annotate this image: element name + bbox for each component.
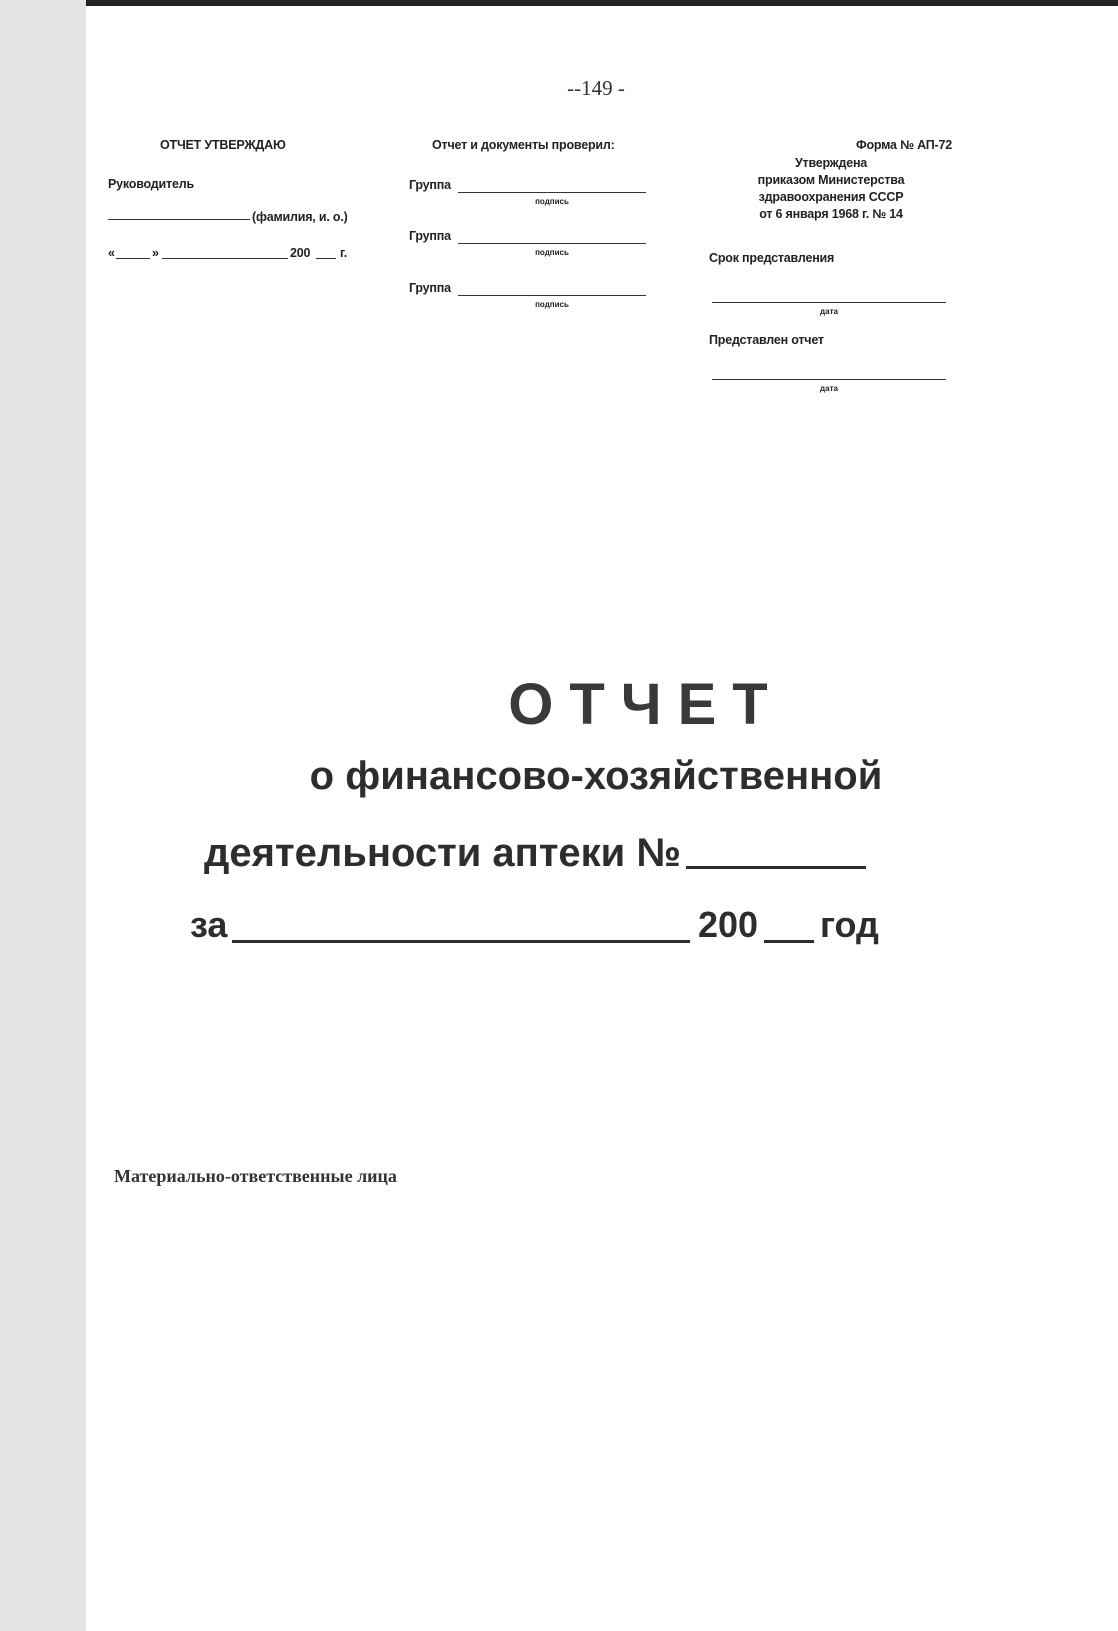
- report-period-prefix: за: [190, 904, 228, 945]
- year-suffix: г.: [340, 246, 348, 260]
- deadline-date-hint: дата: [820, 307, 838, 316]
- group-label-2: Группа: [409, 229, 451, 243]
- head-label: Руководитель: [108, 177, 194, 191]
- group-line-2: [458, 243, 646, 244]
- group-line-3: [458, 295, 646, 296]
- report-title: ОТЧЕТ: [508, 672, 784, 737]
- approval-line-3: здравоохранения СССР: [758, 190, 904, 204]
- form-number: Форма № АП-72: [855, 138, 952, 152]
- approval-line-1: Утверждена: [794, 156, 868, 170]
- date-close-quote: »: [152, 246, 159, 260]
- deadline-date-line: [712, 302, 946, 303]
- checked-heading: Отчет и документы проверил:: [432, 138, 615, 152]
- day-line: [116, 258, 150, 259]
- page-number: --149 -: [567, 76, 625, 100]
- pharmacy-label: деятельности аптеки №: [204, 831, 681, 875]
- submitted-date-hint: дата: [820, 384, 838, 393]
- document-page: [86, 6, 1118, 1631]
- period-line: [232, 940, 690, 943]
- responsible-persons-label: Материально-ответственные лица: [114, 1166, 397, 1186]
- report-subtitle-line2: [204, 831, 681, 876]
- report-subtitle-line1: о финансово-хозяйственной: [309, 754, 883, 798]
- deadline-label: Срок представления: [709, 251, 835, 265]
- approval-line-2: приказом Министерства: [757, 173, 905, 187]
- head-name-hint: (фамилия, и. о.): [252, 210, 348, 224]
- report-year-line: [764, 940, 814, 943]
- signature-hint-3: подпись: [535, 300, 569, 309]
- year-line: [316, 258, 336, 259]
- month-line: [162, 258, 288, 259]
- group-label-3: Группа: [409, 281, 451, 295]
- approval-line-4: от 6 января 1968 г. № 14: [759, 207, 903, 221]
- group-line-1: [458, 192, 646, 193]
- submitted-label: Представлен отчет: [709, 333, 824, 347]
- head-name-line: [108, 219, 250, 220]
- signature-hint-2: подпись: [535, 248, 569, 257]
- signature-hint-1: подпись: [535, 197, 569, 206]
- date-open-quote: «: [108, 246, 115, 260]
- approval-heading: ОТЧЕТ УТВЕРЖДАЮ: [160, 138, 286, 152]
- pharmacy-number-line: [686, 866, 866, 869]
- group-label-1: Группа: [409, 178, 451, 192]
- report-year-prefix: 200: [698, 904, 759, 945]
- submitted-date-line: [712, 379, 946, 380]
- scan-margin: [0, 0, 86, 1631]
- report-year-suffix: год: [820, 904, 879, 945]
- year-prefix: 200: [290, 246, 311, 260]
